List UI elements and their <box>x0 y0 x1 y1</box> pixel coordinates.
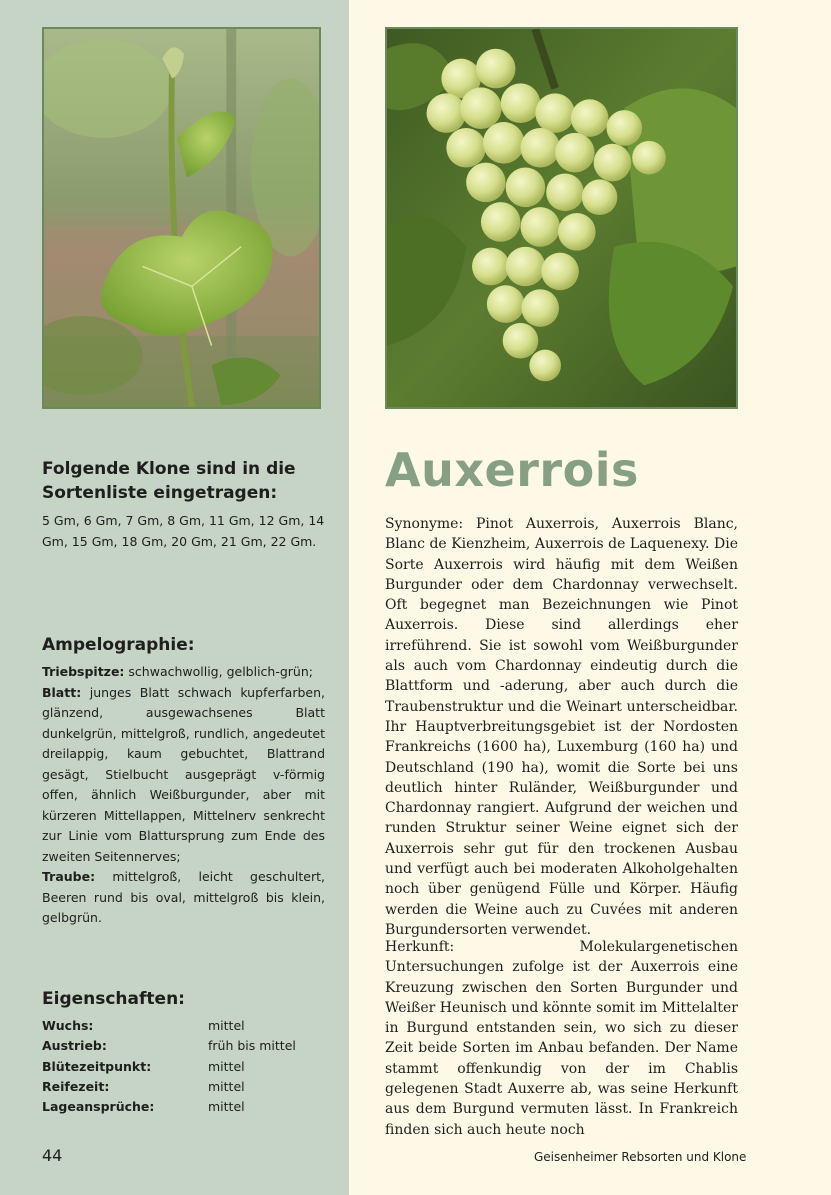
blatt-label: Blatt: <box>42 684 82 700</box>
shoot-tip-photo <box>42 27 321 409</box>
synonyme-paragraph <box>385 514 738 940</box>
property-value: mittel <box>208 1058 245 1074</box>
traube-text: mittelgroß, leicht geschultert, Beeren rund bis oval, mittelgroß bis klein, gelbgrün. <box>42 869 325 925</box>
property-value: mittel <box>208 1018 245 1033</box>
property-label: Blütezeitpunkt: <box>42 1058 152 1074</box>
paragraph-text: Synonyme: Pinot Auxerrois, Auxerrois Blanc, Blanc de Kienzheim, Auxerrois de Laquenexy. Die Sorte Auxerrois wird häufig mit dem Weißen Burgunder oder dem Chardonnay verwechselt. Oft begegnet man Bezeichnungen wie Pinot Auxerrois. Diese sind allerdings eher irreführend. Sie ist sowohl vom Weißburgunder als auch vom Chardonnay eindeutig durch die Blattform und -aderung, aber auch durch die Traubenstruktur und die Weinart unterscheidbar. Ihr Hauptverbreitungsgebiet ist der Nordosten Frankreichs (1600 ha), Luxemburg (160 ha) und Deutschland (190 ha), womit die Sorte bei uns deutlich hinter Ruländer, Weißburgunder und Chardonnay rangiert. Aufgrund der weichen und runden Struktur seiner Weine eignet sich der Auxerrois sehr gut für den trockenen Ausbau und verfügt auch bei moderaten Alkoholgehalten noch über genügend Fülle und Körper. Häufig werden die Weine auch zu Cuvées mit anderen Burgundersorten verwendet. <box>385 516 738 938</box>
clones-heading: Folgende Klone sind in die Sortenliste eingetragen: <box>42 459 296 503</box>
table-row <box>42 1016 332 1036</box>
property-label: Lageansprüche: <box>42 1099 155 1115</box>
table-row <box>42 1077 332 1097</box>
page-number: 44 <box>42 1146 63 1165</box>
traube-label: Traube: <box>42 869 96 884</box>
property-label: Reifezeit: <box>42 1078 110 1094</box>
variety-title: Auxerrois <box>385 443 639 497</box>
paragraph-text: Herkunft: Molekulargenetischen Untersuchungen zufolge ist der Auxerrois eine Kreuzung zwischen den Sorten Burgunder und Weißer Heunisch und könnte somit im Mittelalter in Burgund entstanden sein, wo sich zu dieser Zeit beide Sorten im Anbau befanden. Der Name stammt offenkundig von der im Chablis gelegenen Stadt Auxerre ab, was seine Herkunft aus dem Burgund vermuten lässt. In Frankreich finden sich auch heute noch <box>385 939 738 1138</box>
ampelographie-text <box>42 662 325 929</box>
table-row <box>42 1097 332 1117</box>
eigenschaften-table <box>42 1016 332 1117</box>
blatt-text: junges Blatt schwach kupferfarben, glänzend, ausgewachsenes Blatt dunkelgrün, mittelgroß, rundlich, angedeutet dreilappig, kaum gebuchtet, Blattrand gesägt, Stielbucht ausgeprägt v-förmig offen, ähnlich Weißburgunder, aber mit kürzeren Mittellappen, Mittelnerv senkrecht zur Linie vom Blattursprung zum Ende des zweiten Seitennerves; <box>42 684 325 864</box>
property-label: Wuchs: <box>42 1018 94 1033</box>
table-row <box>42 1057 332 1077</box>
property-label: Austrieb: <box>42 1038 107 1054</box>
triebspitze-text: schwachwollig, gelblich-grün; <box>124 664 313 679</box>
property-value: mittel <box>208 1078 245 1094</box>
table-row <box>42 1036 332 1056</box>
grape-cluster-photo <box>385 27 738 409</box>
clones-list: 5 Gm, 6 Gm, 7 Gm, 8 Gm, 11 Gm, 12 Gm, 14 Gm, 15 Gm, 18 Gm, 20 Gm, 21 Gm, 22 Gm. <box>42 513 325 549</box>
triebspitze-label: Triebspitze: <box>42 664 125 679</box>
eigenschaften-heading: Eigenschaften: <box>42 989 185 1009</box>
herkunft-paragraph <box>385 937 738 1140</box>
property-value: früh bis mittel <box>208 1038 296 1054</box>
ampelographie-heading: Ampelographie: <box>42 635 195 655</box>
property-value: mittel <box>208 1099 245 1115</box>
book-title-footer: Geisenheimer Rebsorten und Klone <box>534 1150 747 1164</box>
